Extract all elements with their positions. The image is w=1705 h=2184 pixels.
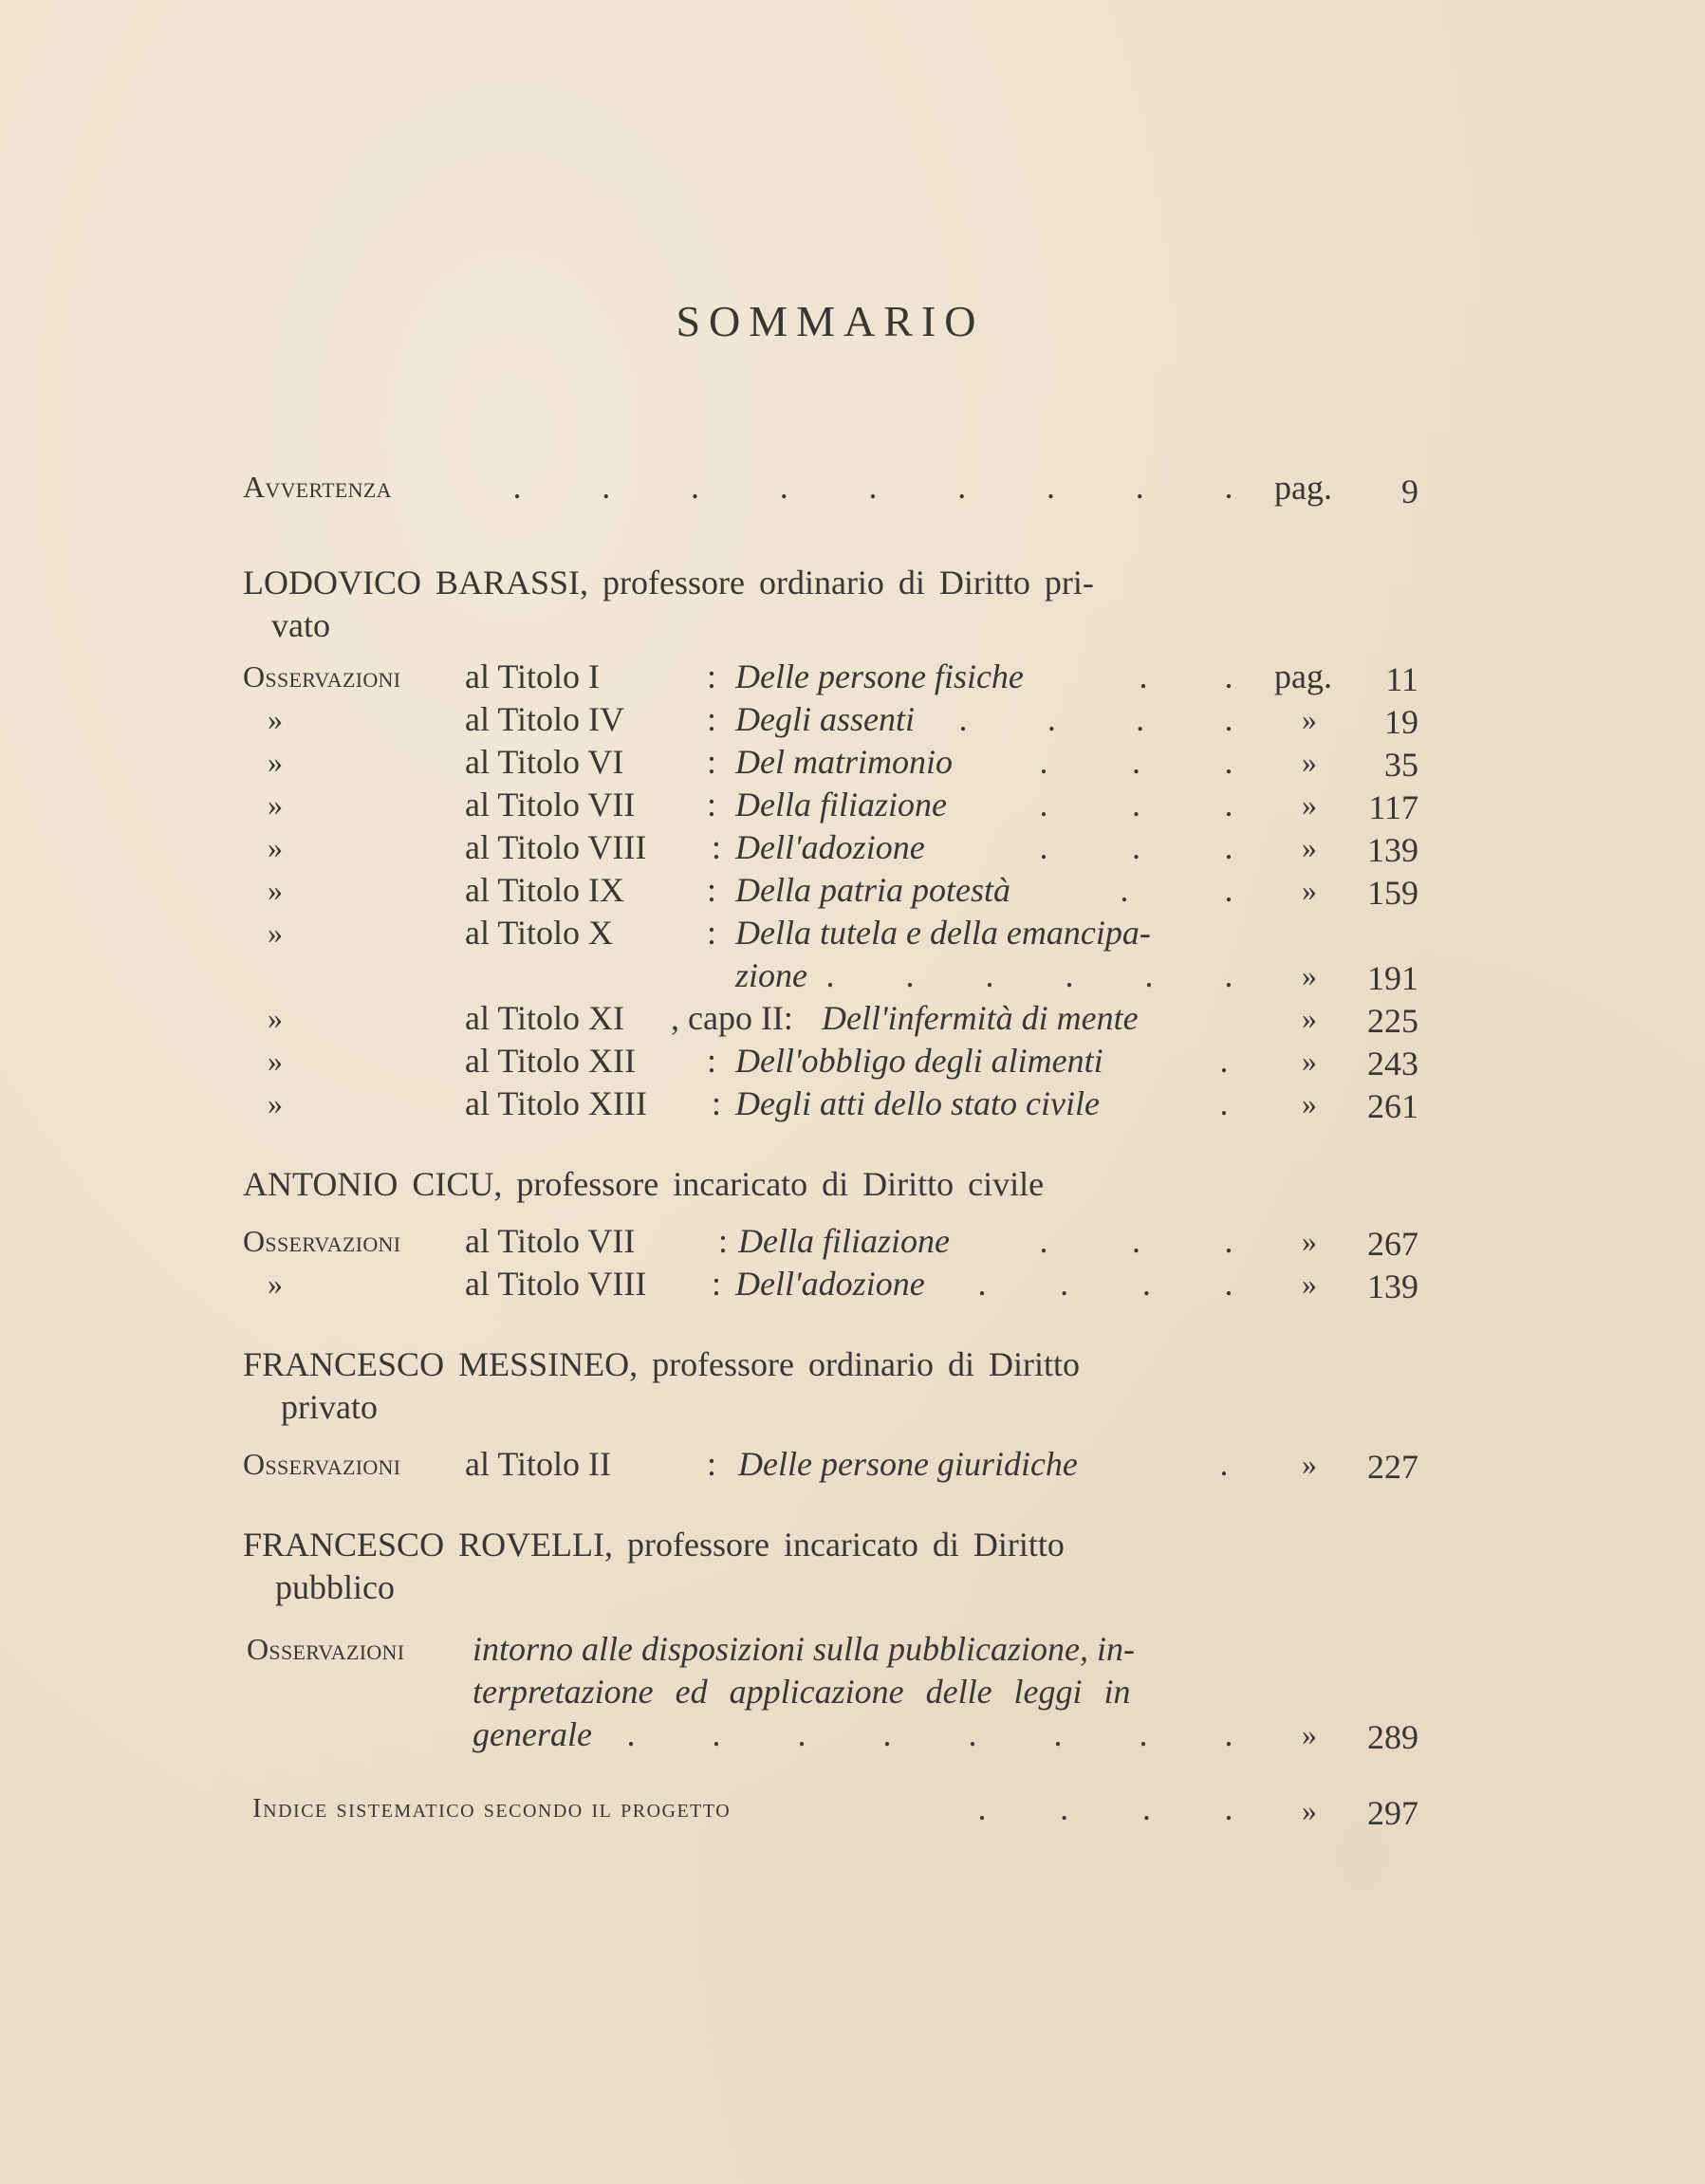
entry-titolo: al Titolo VII [465,786,636,824]
entry-subject: Delle persone giuridiche [738,1445,1078,1483]
entry-subject: Dell'adozione [735,1265,925,1303]
entry-subject: Del matrimonio [735,743,953,781]
entry-subject-cont: zione [735,956,807,994]
entry-titolo: al Titolo XI [465,999,625,1037]
ditto-mark: » [1302,1224,1317,1258]
author-heading-cont: vato [271,606,330,644]
author-heading-cont: pubblico [275,1568,395,1606]
entry-separator: : [707,700,717,738]
page-number: 159 [1367,874,1418,912]
ditto-mark: » [1302,1717,1317,1751]
page-number: 225 [1367,1002,1418,1040]
entry-separator: : [707,871,717,909]
entry-subject: Della filiazione [735,786,947,824]
entry-separator: : [707,1445,717,1483]
author-heading: FRANCESCO MESSINEO, professore ordinario di Diritto [243,1345,1080,1383]
page-number: 11 [1385,660,1418,698]
entry-separator: : [707,914,717,952]
entry-separator: : [707,657,717,695]
dot-leader: . . [1120,871,1233,909]
entry-subject: intorno alle disposizioni sulla pubblicazione, in- [473,1630,1136,1668]
page-number: 191 [1367,959,1418,997]
author-heading-cont: privato [281,1388,378,1426]
ditto-mark: » [268,1267,283,1301]
entry-subject: Dell'adozione [735,828,925,866]
dot-leader: . . . . . . [825,956,1233,994]
page-number: 35 [1384,746,1418,784]
page-number: 267 [1367,1225,1418,1263]
entry-subject: Degli atti dello stato civile [735,1084,1100,1122]
ditto-mark: » [268,873,283,907]
entry-titolo: al Titolo VIII [465,828,647,866]
page-number: 261 [1367,1087,1418,1125]
ditto-mark: » [1302,1267,1317,1301]
entry-separator: , capo II: [671,999,793,1037]
page-number: 297 [1367,1794,1418,1832]
page-number: 139 [1367,1268,1418,1305]
page-number: 243 [1367,1045,1418,1083]
page-number: 227 [1367,1448,1418,1486]
dot-leader: . . . . . . . . . [512,468,1233,506]
entry-label: Indice sistematico secondo il progetto [252,1793,732,1823]
dot-leader: . . . [1039,743,1233,781]
dot-leader: . . [1139,657,1233,695]
entry-separator: : [712,828,722,866]
entry-subject: Della filiazione [738,1222,950,1260]
author-heading: FRANCESCO ROVELLI, professore incaricato di Diritto [243,1526,1065,1564]
entry-lead: Osservazioni [243,659,401,694]
dot-leader: . . . . [977,1789,1233,1827]
entry-subject-cont: terpretazione ed applicazione delle leggi in [473,1673,1131,1711]
entry-subject: Degli assenti [735,700,915,738]
author-heading: ANTONIO CICU, professore incaricato di Diritto civile [243,1165,1045,1203]
entry-titolo: al Titolo VIII [465,1265,647,1303]
page-number: 139 [1367,831,1418,869]
dot-leader: . . . [1039,1222,1233,1260]
entry-subject: Della patria potestà [735,871,1010,909]
dot-leader: . [1219,1084,1229,1122]
ditto-mark: » [268,745,283,779]
ditto-mark: » [268,702,283,736]
ditto-mark: » [1302,873,1317,907]
entry-titolo: al Titolo IX [465,871,625,909]
dot-leader: . . . . [958,700,1233,738]
ditto-mark: » [1302,745,1317,779]
entry-titolo: al Titolo VII [465,1222,636,1260]
ditto-mark: » [268,1086,283,1120]
entry-titolo: al Titolo X [465,914,614,952]
entry-lead: Osservazioni [243,1224,401,1258]
ditto-mark: » [268,830,283,864]
entry-titolo: al Titolo XIII [465,1084,648,1122]
page-title: SOMMARIO [676,297,985,345]
ditto-mark: » [1302,830,1317,864]
entry-subject: Delle persone fisiche [735,657,1024,695]
ditto-mark: » [1302,958,1317,992]
author-heading: LODOVICO BARASSI, professore ordinario di Diritto pri- [243,564,1094,602]
ditto-mark: » [268,787,283,822]
dot-leader: . . . [1039,828,1233,866]
pag-label: pag. [1274,469,1332,507]
entry-label: Avvertenza [243,470,392,504]
ditto-mark: » [268,916,283,950]
ditto-mark: » [1302,1086,1317,1120]
entry-titolo: al Titolo II [465,1445,612,1483]
ditto-mark: » [268,1044,283,1078]
dot-leader: . . . . . . . . [626,1715,1233,1753]
entry-subject: Dell'infermità di mente [822,999,1139,1037]
entry-titolo: al Titolo I [465,657,601,695]
entry-subject: Della tutela e della emancipa- [735,914,1151,952]
entry-separator: : [707,1042,717,1080]
dot-leader: . [1219,1445,1229,1483]
entry-lead: Osservazioni [247,1632,405,1666]
dot-leader: . . . . [977,1265,1233,1303]
entry-subject-cont: generale [473,1715,592,1753]
ditto-mark: » [1302,1044,1317,1078]
page-number: 117 [1368,788,1418,826]
entry-separator: : [707,786,717,824]
dot-leader: . [1219,1042,1229,1080]
entry-lead: Osservazioni [243,1447,401,1481]
page-number: 9 [1401,472,1418,510]
entry-separator: : [712,1265,722,1303]
entry-separator: : [712,1084,722,1122]
ditto-mark: » [268,1001,283,1035]
ditto-mark: » [1302,787,1317,822]
entry-titolo: al Titolo IV [465,700,625,738]
entry-separator: : [707,743,717,781]
entry-subject: Dell'obbligo degli alimenti [735,1042,1103,1080]
ditto-mark: » [1302,1793,1317,1827]
ditto-mark: » [1302,1447,1317,1481]
page-number: 19 [1384,703,1418,741]
entry-separator: : [718,1222,729,1260]
entry-titolo: al Titolo VI [465,743,624,781]
ditto-mark: » [1302,1001,1317,1035]
entry-titolo: al Titolo XII [465,1042,637,1080]
ditto-mark: » [1302,702,1317,736]
dot-leader: . . . [1039,786,1233,824]
page-number: 289 [1367,1718,1418,1756]
pag-label: pag. [1274,657,1332,695]
